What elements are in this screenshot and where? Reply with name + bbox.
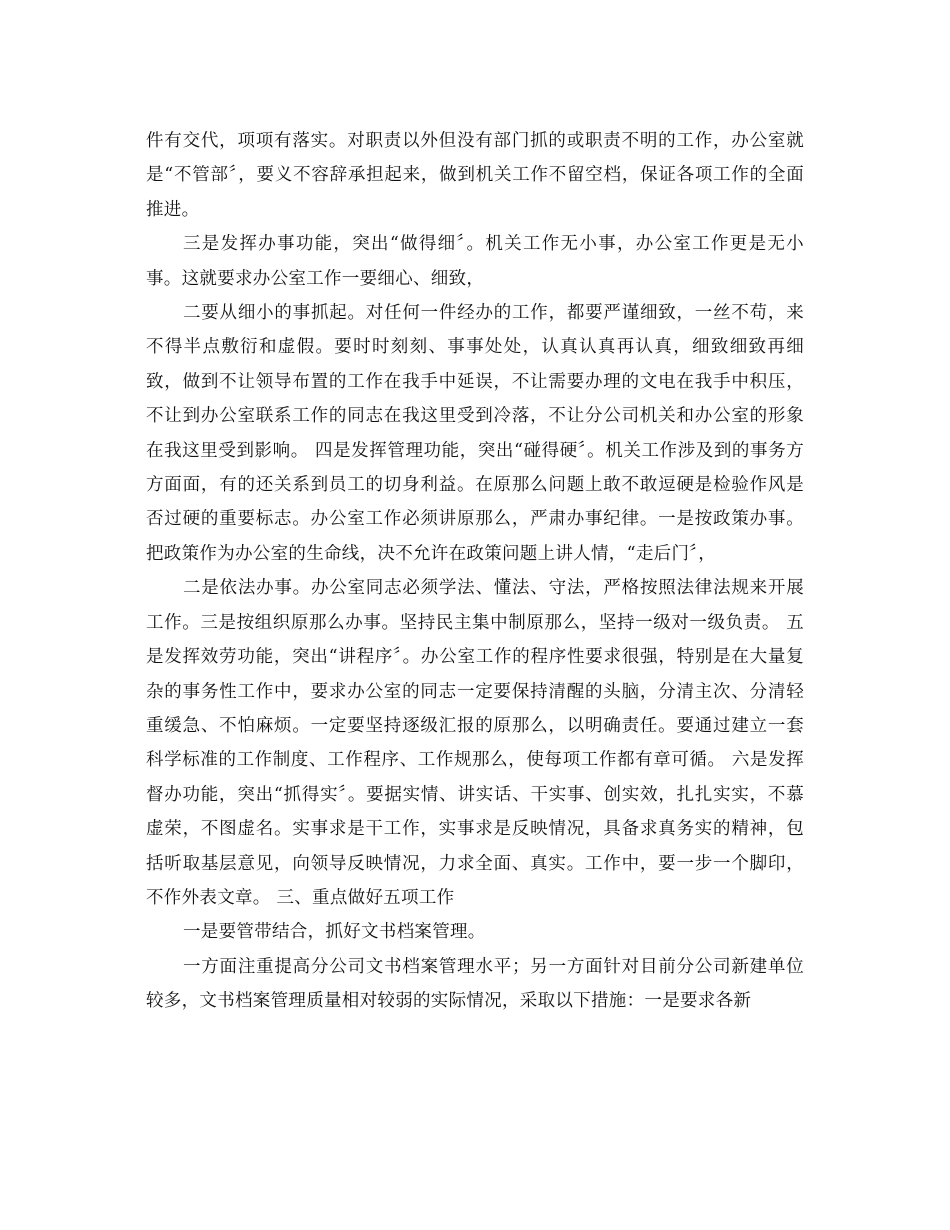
paragraph-1: 件有交代，项项有落实。对职责以外但没有部门抓的或职责不明的工作，办公室就是“不管部〞，要义不容辞承担起来，做到机关工作不留空档，保证各项工作的全面推进。 bbox=[146, 131, 804, 220]
paragraph-3: 二要从细小的事抓起。对任何一件经办的工作，都要严谨细致，一丝不苟，来不得半点敷衍和虚假。要时时刻刻、事事处处，认真认真再认真，细致细致再细致，做到不让领导布置的工作在我手中延误，不让需要办理的文电在我手中积压，不让到办公室联系工作的同志在我这里受到冷落，不让分公司机关和办公室的形象在我这里受到影响。 四是发挥管理功能，突出“碰得硬〞。机关工作涉及到的事务方方面面，有的还关系到员工的切身利益。在原那么问题上敢不敢逗硬是检验作风是否过硬的重要标志。办公室工作必须讲原那么，严肃办事纪律。一是按政策办事。把政策作为办公室的生命线，决不允许在政策问题上讲人情，“走后门〞， bbox=[146, 303, 804, 564]
paragraph-2: 三是发挥办事功能，突出“做得细〞。机关工作无小事，办公室工作更是无小事。这就要求办公室工作一要细心、细致， bbox=[146, 234, 804, 289]
paragraph-4: 二是依法办事。办公室同志必须学法、懂法、守法，严格按照法律法规来开展工作。三是按组织原那么办事。坚持民主集中制原那么，坚持一级对一级负责。 五是发挥效劳功能，突出“讲程序〞。办公室工作的程序性要求很强，特别是在大量复杂的事务性工作中，要求办公室的同志一定要保持清醒的头脑，分清主次、分清轻重缓急、不怕麻烦。一定要坚持逐级汇报的原那么，以明确责任。要通过建立一套科学标准的工作制度、工作程序、工作规那么，使每项工作都有章可循。 六是发挥督办功能，突出“抓得实〞。要据实情、讲实话、干实事、创实效，扎扎实实，不慕虚荣，不图虚名。实事求是干工作，实事求是反映情况，具备求真务实的精神，包括听取基层意见，向领导反映情况，力求全面、真实。工作中，要一步一个脚印，不作外表文章。 三、重点做好五项工作 bbox=[146, 578, 804, 908]
paragraph-5: 一是要管带结合，抓好文书档案管理。 bbox=[183, 922, 486, 943]
document-body bbox=[146, 124, 804, 1019]
paragraph-6: 一方面注重提高分公司文书档案管理水平；另一方面针对目前分公司新建单位较多，文书档案管理质量相对较弱的实际情况，采取以下措施：一是要求各新 bbox=[146, 956, 804, 1012]
